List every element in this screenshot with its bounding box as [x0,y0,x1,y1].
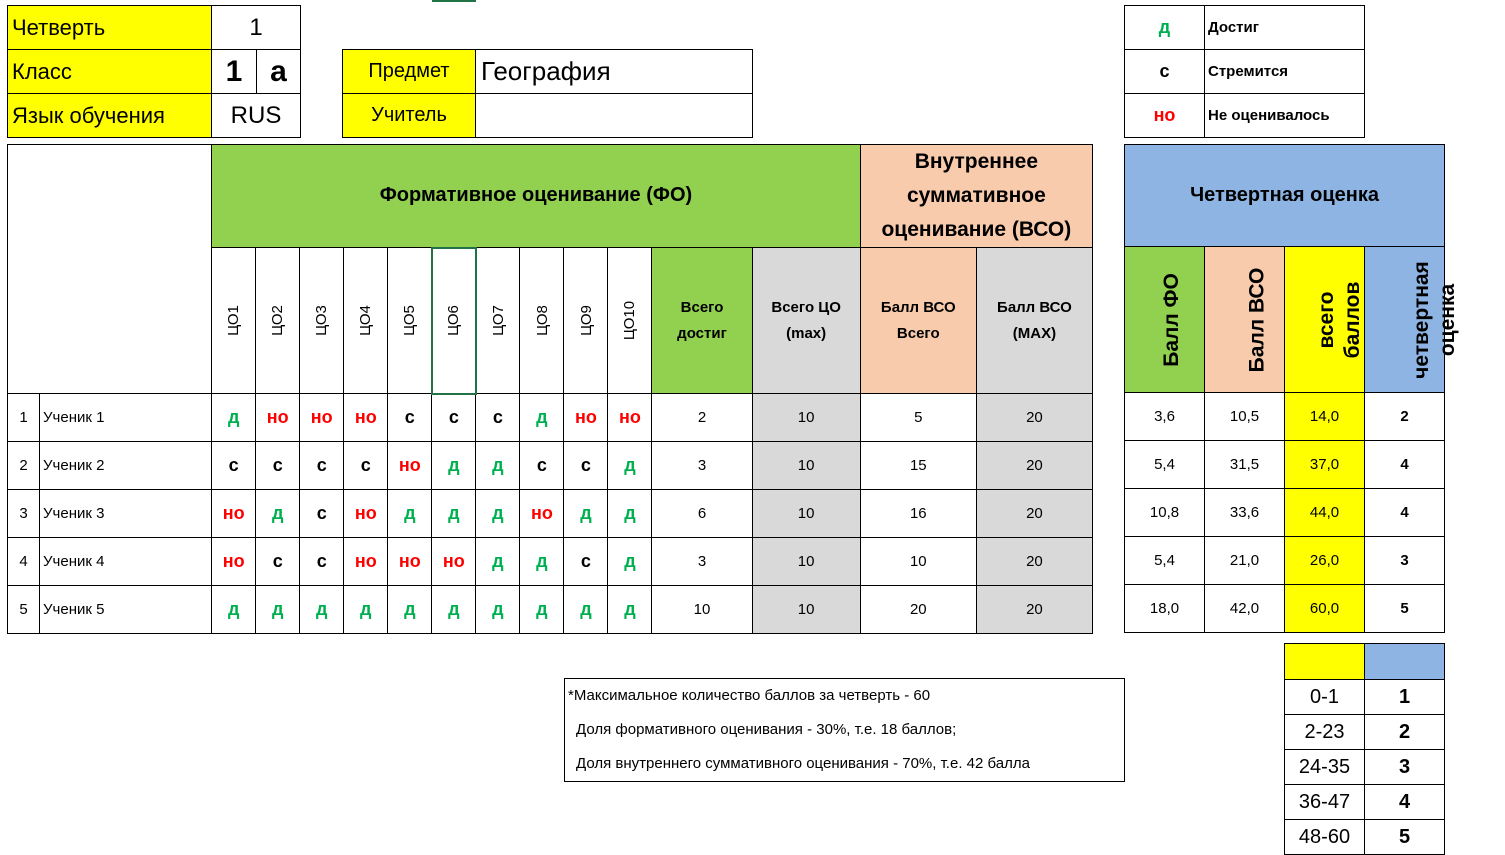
objective-mark: с [360,455,371,475]
co-max-cell[interactable]: 10 [752,490,860,538]
objective-mark-cell[interactable] [256,586,300,634]
objective-mark: д [271,599,284,619]
total-points-cell[interactable]: 14,0 [1285,393,1365,441]
class-number-cell[interactable] [212,50,257,94]
row-number-cell[interactable]: 5 [8,586,40,634]
objective-mark-cell[interactable] [608,490,652,538]
quarter-grade-table [1124,144,1459,633]
total-co-max-header[interactable]: Всего ЦО (max) [752,248,860,394]
objective-mark-cell[interactable] [520,586,564,634]
objective-mark-cell[interactable] [608,586,652,634]
ball-vso-cell[interactable]: 42,0 [1205,585,1285,633]
objective-mark-cell[interactable] [520,490,564,538]
objective-mark: д [492,503,504,523]
objective-header-7[interactable]: ЦО7 [476,248,520,394]
objective-mark-cell[interactable] [564,442,608,490]
objective-mark: д [536,407,548,427]
student-row [8,586,1093,634]
student-name-cell[interactable] [40,442,212,490]
achieved-cell[interactable]: 10 [652,586,752,634]
objective-mark: но [222,503,245,523]
objective-mark: с [228,455,239,475]
achieved-cell[interactable]: 2 [652,394,752,442]
ball-vso-cell[interactable]: 10,5 [1205,393,1285,441]
scale-header-yellow[interactable] [1285,644,1365,680]
objective-mark-cell[interactable] [212,490,256,538]
ball-fo-cell[interactable]: 18,0 [1125,585,1205,633]
objective-mark: но [442,551,465,571]
vso-cell[interactable]: 16 [860,490,976,538]
objective-mark: д [492,455,504,475]
legend-row [1125,94,1365,138]
objective-mark-cell[interactable] [300,394,344,442]
notes-box [564,678,1125,782]
quarter-header: Четвертная оценка [1190,184,1379,206]
student-name-cell[interactable] [40,538,212,586]
objective-mark-cell[interactable] [520,442,564,490]
row-number-cell[interactable]: 1 [8,394,40,442]
ball-vso-cell[interactable]: 31,5 [1205,441,1285,489]
ball-fo-cell[interactable]: 5,4 [1125,441,1205,489]
objective-mark-cell[interactable] [212,586,256,634]
quarter-value: 1 [249,13,263,41]
quarter-row [1125,489,1445,537]
main-grade-table [7,144,1093,634]
fo-header: Формативное оценивание (ФО) [379,184,693,207]
objective-mark-cell[interactable] [432,394,476,442]
quarter-grade-cell[interactable]: 2 [1365,393,1445,441]
achieved-cell[interactable]: 3 [652,538,752,586]
student-name: Ученик 4 [43,553,105,570]
objective-mark: д [536,551,548,571]
ball-fo-cell[interactable]: 5,4 [1125,537,1205,585]
objective-mark: но [398,551,421,571]
selection-indicator [432,0,476,2]
objective-header-6[interactable]: ЦО6 [432,248,476,394]
ball-vso-cell[interactable]: 33,6 [1205,489,1285,537]
objective-mark: но [530,503,553,523]
objective-mark-cell[interactable] [212,442,256,490]
total-points-cell[interactable]: 37,0 [1285,441,1365,489]
objective-mark: с [492,407,503,427]
legend-code: но [1153,105,1176,125]
quarter-label: Четверть [12,14,106,40]
objective-mark-cell[interactable] [300,586,344,634]
quarter-grade-header[interactable]: четвертная оценка [1365,247,1445,393]
quarter-row [1125,585,1445,633]
ball-fo-header[interactable]: Балл ФО [1125,247,1205,393]
objective-mark: д [580,599,592,619]
objective-mark-cell[interactable] [520,538,564,586]
teacher-label-cell[interactable] [343,94,476,138]
objective-mark-cell[interactable] [432,490,476,538]
objective-mark: с [316,551,327,571]
quarter-header-cell[interactable] [1125,145,1445,247]
legend-text: Не оценивалось [1208,107,1330,124]
legend-text: Достиг [1208,19,1259,36]
objective-mark: д [536,599,548,619]
lang-value: RUS [230,101,282,129]
lang-label: Язык обучения [12,102,165,128]
objective-mark: д [316,599,328,619]
objective-header-2[interactable]: ЦО2 [256,248,300,394]
objective-header-9[interactable]: ЦО9 [564,248,608,394]
subject-value-cell[interactable] [476,50,753,94]
co-max-cell[interactable]: 10 [752,538,860,586]
objective-mark-cell[interactable] [432,538,476,586]
objective-mark-cell[interactable] [388,586,432,634]
scale-grade-cell[interactable]: 4 [1365,785,1445,820]
student-row [8,490,1093,538]
objective-mark-cell[interactable] [564,394,608,442]
scale-range-cell[interactable]: 24-35 [1285,750,1365,785]
objective-mark: д [624,455,636,475]
quarter-row [1125,393,1445,441]
scale-range-cell[interactable]: 2-23 [1285,715,1365,750]
objective-mark-cell[interactable] [476,442,520,490]
quarter-grade-cell[interactable]: 4 [1365,441,1445,489]
total-points-cell[interactable]: 26,0 [1285,537,1365,585]
scale-grade-cell[interactable]: 5 [1365,820,1445,855]
row-number-cell[interactable]: 2 [8,442,40,490]
objective-mark-cell[interactable] [344,442,388,490]
scale-range-cell[interactable]: 0-1 [1285,680,1365,715]
legend-code-cell[interactable] [1125,6,1205,50]
vso-max-cell[interactable]: 20 [976,394,1092,442]
objective-mark-cell[interactable] [564,586,608,634]
total-points-cell[interactable]: 60,0 [1285,585,1365,633]
objective-mark: д [492,551,504,571]
objective-mark-cell[interactable] [608,538,652,586]
objective-mark-cell[interactable] [608,394,652,442]
quarter-value-cell[interactable] [212,6,301,50]
student-row [8,442,1093,490]
student-row [8,538,1093,586]
ball-fo-cell[interactable]: 3,6 [1125,393,1205,441]
objective-mark: д [448,503,460,523]
vso-max-cell[interactable]: 20 [976,442,1092,490]
objective-mark-cell[interactable] [212,394,256,442]
objective-mark-cell[interactable] [300,538,344,586]
row-number-cell[interactable]: 4 [8,538,40,586]
vso-total-header[interactable]: Балл ВСО Всего [860,248,976,394]
total-achieved-header[interactable]: Всего достиг [652,248,752,394]
ball-fo-cell[interactable]: 10,8 [1125,489,1205,537]
objective-mark-cell[interactable] [256,442,300,490]
quarter-row [1125,537,1445,585]
vso-max-cell[interactable]: 20 [976,490,1092,538]
objective-mark: с [580,455,591,475]
objective-mark: д [624,599,636,619]
legend-code: с [1159,61,1170,81]
ball-vso-header[interactable]: Балл ВСО [1205,247,1285,393]
achieved-cell[interactable]: 6 [652,490,752,538]
vso-cell[interactable]: 20 [860,586,976,634]
objective-mark: с [316,455,327,475]
objective-header-4[interactable]: ЦО4 [344,248,388,394]
objective-mark: с [580,551,591,571]
vso-max-header[interactable]: Балл ВСО (MAX) [976,248,1092,394]
grade-scale-table [1284,643,1445,855]
scale-range-cell[interactable]: 36-47 [1285,785,1365,820]
subject-table [342,49,753,138]
objective-mark-cell[interactable] [344,490,388,538]
objective-mark: д [492,599,504,619]
subject-value: География [481,56,611,86]
note-vso-share[interactable]: Доля внутреннего суммативного оценивания - 70%, т.е. 42 балла [576,755,1030,772]
objective-mark: д [404,599,416,619]
quarter-label-cell[interactable] [8,6,212,50]
objective-mark: но [354,503,377,523]
objective-mark-cell[interactable] [344,394,388,442]
objective-mark-cell[interactable] [476,586,520,634]
student-name: Ученик 2 [43,457,105,474]
student-name-cell[interactable] [40,490,212,538]
lang-label-cell[interactable] [8,94,212,138]
class-letter-cell[interactable] [257,50,301,94]
subject-label: Предмет [368,60,450,82]
objective-mark: с [316,503,327,523]
objective-mark-cell[interactable] [476,394,520,442]
objective-mark-cell[interactable] [608,442,652,490]
ball-vso-cell[interactable]: 21,0 [1205,537,1285,585]
objective-mark-cell[interactable] [300,490,344,538]
vso-header-cell[interactable] [860,145,1092,248]
student-name: Ученик 5 [43,601,105,618]
quarter-row [1125,441,1445,489]
objective-mark-cell[interactable] [388,538,432,586]
legend-text-cell[interactable] [1205,50,1365,94]
student-name: Ученик 3 [43,505,105,522]
vso-max-cell[interactable]: 20 [976,538,1092,586]
subject-label-cell[interactable] [343,50,476,94]
legend-code-cell[interactable] [1125,50,1205,94]
scale-range-cell[interactable]: 48-60 [1285,820,1365,855]
teacher-value-cell[interactable] [476,94,753,138]
objective-mark: д [271,503,284,523]
teacher-label: Учитель [371,104,447,126]
objective-mark: но [574,407,597,427]
scale-grade-cell[interactable]: 2 [1365,715,1445,750]
class-label-cell[interactable] [8,50,212,94]
objective-mark: но [354,407,377,427]
objective-mark: д [448,455,460,475]
scale-row [1285,820,1445,855]
objective-header-5[interactable]: ЦО5 [388,248,432,394]
objective-mark-cell[interactable] [344,586,388,634]
co-max-cell[interactable]: 10 [752,394,860,442]
vso-cell[interactable]: 10 [860,538,976,586]
objective-mark: но [398,455,421,475]
quarter-grade-cell[interactable]: 4 [1365,489,1445,537]
total-points-header[interactable]: всего баллов [1285,247,1365,393]
legend-text-cell[interactable] [1205,6,1365,50]
objective-mark: д [580,503,592,523]
objective-mark: д [360,599,372,619]
corner-cell[interactable] [8,145,212,394]
scale-row [1285,750,1445,785]
objective-mark-cell[interactable] [388,394,432,442]
objective-mark: но [310,407,333,427]
objective-header-3[interactable]: ЦО3 [300,248,344,394]
objective-mark-cell[interactable] [432,586,476,634]
note-max-points[interactable]: *Максимальное количество баллов за четверть - 60 [568,687,931,704]
info-table [7,5,301,138]
class-number: 1 [225,54,243,88]
co-max-cell[interactable]: 10 [752,442,860,490]
achieved-cell[interactable]: 3 [652,442,752,490]
objective-mark: д [227,407,240,427]
objective-mark-cell[interactable] [256,490,300,538]
objective-mark: д [448,599,460,619]
quarter-grade-cell[interactable]: 3 [1365,537,1445,585]
objective-mark: д [404,503,416,523]
student-name-cell[interactable] [40,586,212,634]
objective-mark: но [222,551,245,571]
objective-mark-cell[interactable] [564,538,608,586]
legend-text: Стремится [1208,63,1289,80]
objective-header-8[interactable]: ЦО8 [520,248,564,394]
objective-mark-cell[interactable] [300,442,344,490]
objective-mark-cell[interactable] [212,538,256,586]
objective-header-1[interactable]: ЦО1 [212,248,256,394]
lang-value-cell[interactable] [212,94,301,138]
note-fo-share[interactable]: Доля формативного оценивания - 30%, т.е. 18 баллов; [576,721,957,738]
class-letter: а [270,54,287,88]
scale-row [1285,680,1445,715]
legend-code-cell[interactable] [1125,94,1205,138]
objective-mark-cell[interactable] [476,538,520,586]
fo-header-cell[interactable] [212,145,861,248]
quarter-grade-cell[interactable]: 5 [1365,585,1445,633]
objective-mark: с [272,455,283,475]
legend-row [1125,6,1365,50]
co-max-cell[interactable]: 10 [752,586,860,634]
objective-mark-cell[interactable] [388,490,432,538]
legend-table [1124,5,1365,138]
objective-mark: с [404,407,415,427]
objective-mark-cell[interactable] [432,442,476,490]
legend-code: д [1158,17,1171,37]
objective-mark-cell[interactable] [388,442,432,490]
objective-mark-cell[interactable] [476,490,520,538]
legend-text-cell[interactable] [1205,94,1365,138]
objective-mark: но [354,551,377,571]
objective-mark-cell[interactable] [564,490,608,538]
row-number-cell[interactable]: 3 [8,490,40,538]
objective-mark: д [624,551,636,571]
objective-mark: д [624,503,636,523]
student-name: Ученик 1 [43,409,105,426]
objective-mark: с [536,455,547,475]
scale-grade-cell[interactable]: 1 [1365,680,1445,715]
total-points-cell[interactable]: 44,0 [1285,489,1365,537]
objective-mark: д [227,599,240,619]
scale-row [1285,715,1445,750]
legend-row [1125,50,1365,94]
student-name-cell[interactable] [40,394,212,442]
vso-cell[interactable]: 15 [860,442,976,490]
class-label: Класс [12,58,72,84]
student-row [8,394,1093,442]
objective-mark-cell[interactable] [256,538,300,586]
objective-mark: но [266,407,289,427]
objective-mark: с [448,407,459,428]
objective-mark: с [272,551,283,571]
objective-mark-cell[interactable] [256,394,300,442]
scale-grade-cell[interactable]: 3 [1365,750,1445,785]
objective-mark: но [619,407,641,427]
objective-mark-cell[interactable] [344,538,388,586]
vso-max-cell[interactable]: 20 [976,586,1092,634]
scale-row [1285,785,1445,820]
vso-cell[interactable]: 5 [860,394,976,442]
scale-header-blue[interactable] [1365,644,1445,680]
vso-header: Внутреннее суммативное оценивание (ВСО) [881,150,1072,241]
objective-mark-cell[interactable] [520,394,564,442]
objective-header-10[interactable]: ЦО10 [608,248,652,394]
